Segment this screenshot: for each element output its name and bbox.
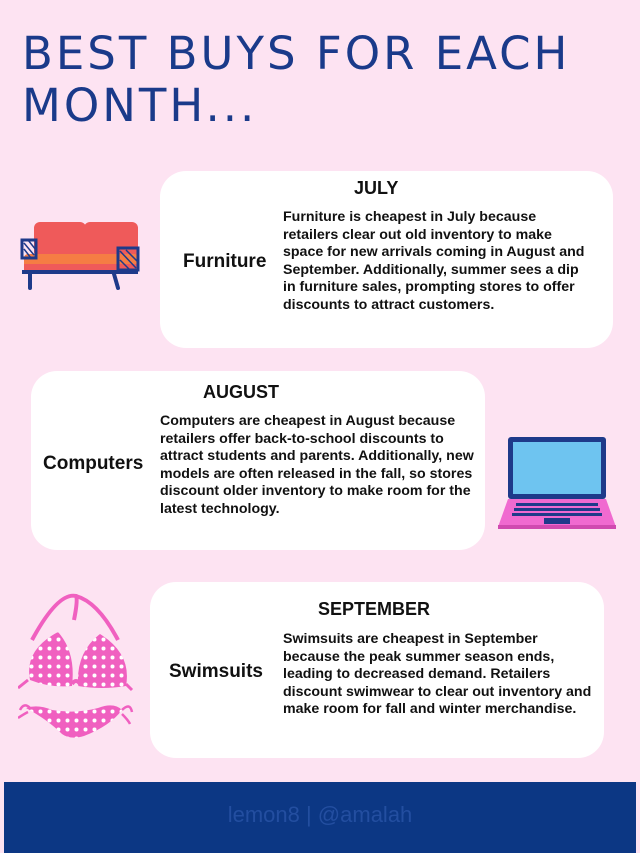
watermark: lemon8 | @amalah	[227, 802, 413, 827]
card-description: Computers are cheapest in August because retailers offer back-to-school discounts to attract students and parents. Additionally, new models are often released in the fall, so stores discount older inventory to make room for the latest technology.	[160, 413, 474, 517]
card-item-label: Computers	[43, 453, 144, 474]
page-title: BEST BUYS FOR EACH MONTH...	[22, 27, 571, 132]
sofa-icon	[18, 218, 142, 292]
card-month-label: AUGUST	[203, 382, 279, 402]
card-description: Furniture is cheapest in July because retailers clear out old inventory to make space for new arrivals coming in August and September. Additionally, summer sees a dip in furniture sales, prompting stores to offer discounts to attract customers.	[283, 209, 585, 313]
card-description: Swimsuits are cheapest in September because the peak summer season ends, leading to decreased demand. Retailers discount swimwear to clear out inventory and make room for fall and winter merchandise.	[283, 631, 592, 718]
footer-bar	[4, 782, 636, 853]
card-month-label: SEPTEMBER	[318, 599, 431, 619]
card-item-label: Swimsuits	[169, 661, 263, 682]
card-month-label: JULY	[354, 178, 399, 198]
laptop-icon	[498, 435, 618, 531]
card-item-label: Furniture	[183, 251, 267, 272]
bikini-icon	[18, 590, 134, 752]
